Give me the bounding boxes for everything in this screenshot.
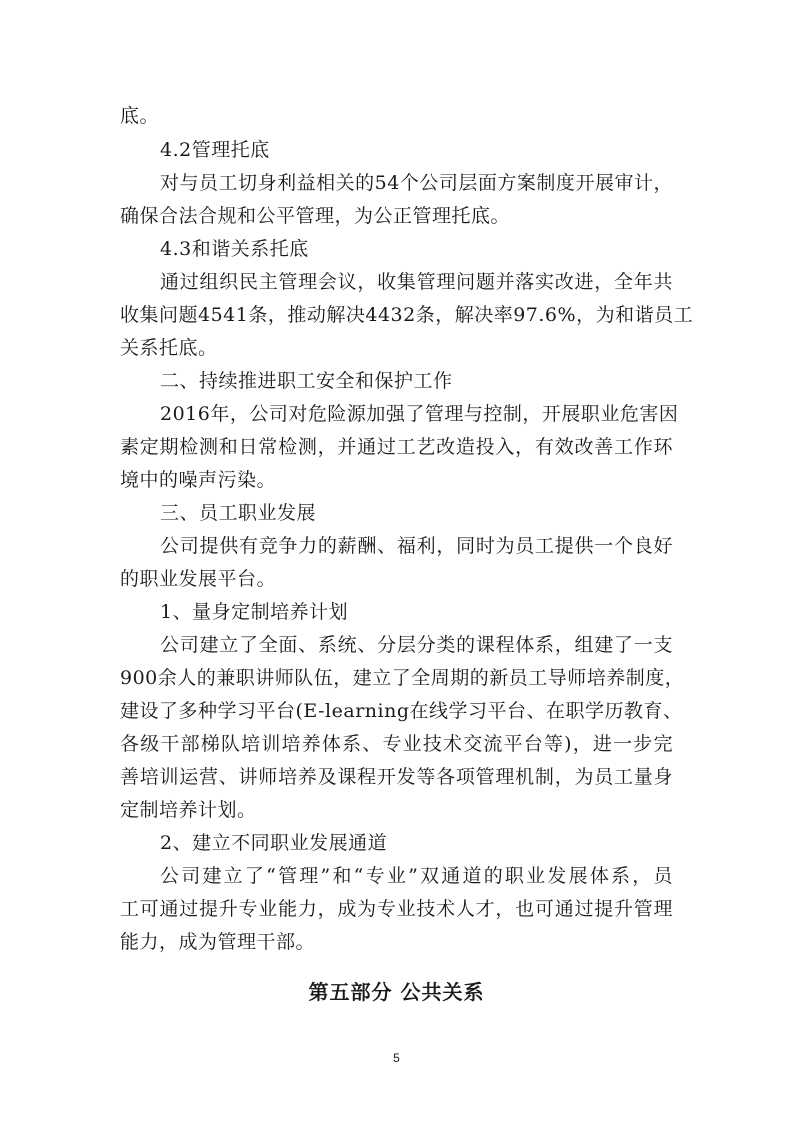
paragraph-line: 各级干部梯队培训培养体系、专业技术交流平台等)，进一步完: [120, 733, 673, 755]
page-number: 5: [393, 1051, 400, 1065]
paragraph-line: 2016年，公司对危险源加强了管理与控制，开展职业危害因: [160, 403, 679, 425]
subheading-2: 2、建立不同职业发展通道: [160, 832, 388, 854]
section-heading-3: 三、员工职业发展: [160, 502, 317, 524]
paragraph-line: 素定期检测和日常检测，并通过工艺改造投入，有效改善工作环: [120, 436, 673, 458]
paragraph-line: 工可通过提升专业能力，成为专业技术人才，也可通过提升管理: [120, 898, 673, 920]
subheading-1: 1、量身定制培养计划: [160, 601, 349, 623]
paragraph-line: 900余人的兼职讲师队伍，建立了全周期的新员工导师培养制度，: [120, 667, 685, 689]
paragraph-line: 建设了多种学习平台(E-learning在线学习平台、在职学历教育、: [120, 700, 683, 722]
paragraph-line: 关系托底。: [120, 337, 218, 359]
paragraph-line: 公司建立了全面、系统、分层分类的课程体系，组建了一支: [160, 634, 673, 656]
paragraph-line: 底。: [120, 105, 160, 127]
paragraph-line: 境中的噪声污染。: [120, 469, 277, 491]
paragraph-line: 收集问题4541条，推动解决4432条，解决率97.6%，为和谐员工: [120, 304, 694, 326]
paragraph-line: 公司建立了“管理”和“专业”双通道的职业发展体系，员: [160, 865, 673, 887]
paragraph-line: 公司提供有竞争力的薪酬、福利，同时为员工提供一个良好: [160, 535, 673, 557]
paragraph-line: 善培训运营、讲师培养及课程开发等各项管理机制，为员工量身: [120, 766, 673, 788]
paragraph-line: 定制培养计划。: [120, 799, 257, 821]
subheading-4-3: 4.3和谐关系托底: [160, 238, 309, 260]
paragraph-line: 确保合法合规和公平管理，为公正管理托底。: [120, 205, 511, 227]
paragraph-line: 通过组织民主管理会议，收集管理问题并落实改进，全年共: [160, 271, 673, 293]
paragraph-line: 对与员工切身利益相关的54个公司层面方案制度开展审计，: [160, 172, 673, 194]
paragraph-line: 能力，成为管理干部。: [120, 931, 316, 953]
subheading-4-2: 4.2管理托底: [160, 139, 270, 161]
section-title: 第五部分 公共关系: [308, 980, 485, 1004]
section-heading-2: 二、持续推进职工安全和保护工作: [160, 370, 453, 392]
paragraph-line: 的职业发展平台。: [120, 568, 277, 590]
